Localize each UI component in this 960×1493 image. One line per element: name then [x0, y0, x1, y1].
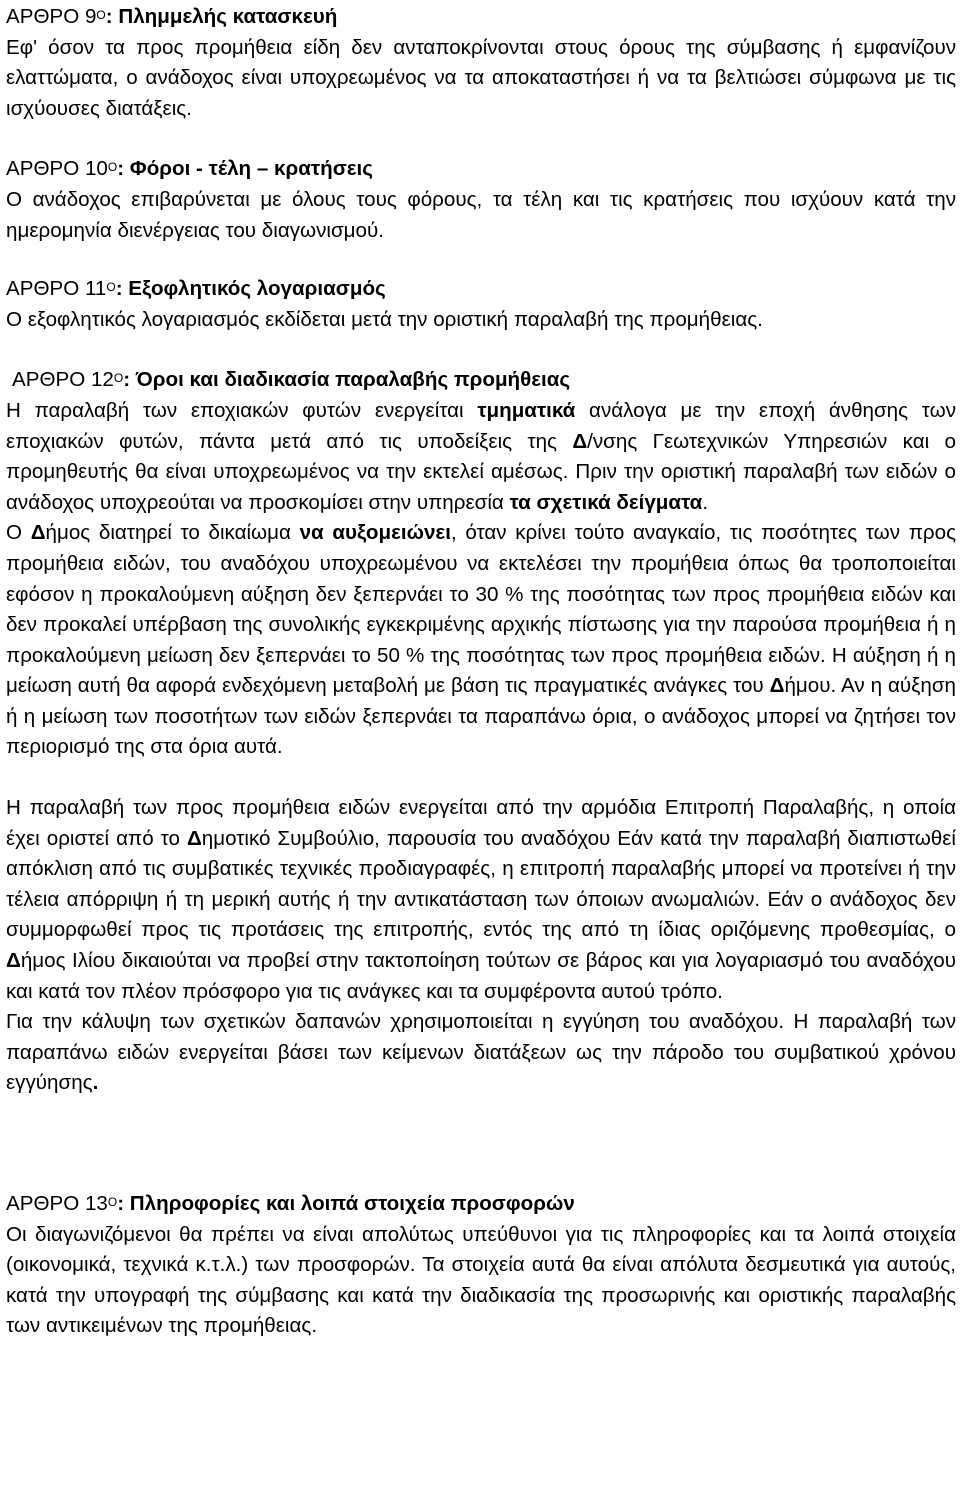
article-9-name: : Πλημμελής κατασκευή	[105, 5, 338, 28]
article-12-title	[6, 365, 956, 396]
bold-text-run: Δ	[186, 826, 202, 850]
text-run: Η παραλαβή των προς προμήθεια ειδών ενεργείται από την αρμόδια Επιτροπή Παραλαβής, η οποία έχει οριστεί από το	[6, 796, 956, 850]
article-12-prefix: ΑΡΘΡΟ 12	[12, 368, 114, 392]
text-run: ημοτικό Συμβούλιο, παρουσία του αναδόχου Εάν κατά την παραλαβή διαπιστωθεί απόκλιση από τις συμβατικές τεχνικές προδιαγραφές, η επιτροπή παραλαβής μπορεί να προτείνει ή την τέλεια απόρριψη ή τη μερική αυτής ή την αντικατάσταση των όποιων ανωμαλιών. Εάν ο ανάδοχος δεν συμμορφωθεί προς τις προτάσεις της επιτροπής, εντός της από τη ίδιας οριζόμενης προθεσμίας, ο	[6, 826, 957, 942]
article-12-sup: Ο	[113, 371, 124, 386]
article-12-paragraph-3	[6, 793, 956, 1007]
article-11-prefix: ΑΡΘΡΟ 11	[6, 277, 107, 301]
article-10-title	[6, 154, 956, 185]
bold-text-run: τμηματικά	[477, 398, 576, 422]
article-13-name: : Πληροφορίες και λοιπά στοιχεία προσφορών	[117, 1192, 575, 1215]
article-10-prefix: ΑΡΘΡΟ 10	[6, 157, 108, 181]
article-12-paragraph-4	[6, 1007, 956, 1099]
text-run: ανάλογα με την εποχή άνθησης των εποχιακών φυτών, πάντα μετά από τις υποδείξεις της	[6, 398, 956, 453]
bold-text-run: Δ	[30, 521, 46, 545]
text-run: ήμος διατηρεί το δικαίωμα	[45, 521, 300, 545]
article-13-prefix: ΑΡΘΡΟ 13	[6, 1192, 108, 1215]
article-11	[6, 274, 956, 335]
article-10-body: Ο ανάδοχος επιβαρύνεται με όλους τους φόρους, τα τέλη και τις κρατήσεις που ισχύουν κατά την ημερομηνία διενέργειας του διαγωνισμού.	[6, 187, 956, 242]
article-12-name: : Όροι και διαδικασία παραλαβής προμήθειας	[123, 368, 571, 392]
article-11-sup: Ο	[106, 280, 116, 295]
article-13-sup: Ο	[107, 1195, 118, 1209]
text-run: Για την κάλυψη των σχετικών δαπανών χρησιμοποιείται η εγγύηση του αναδόχου. Η παραλαβή των παραπάνω ειδών ενεργείται βάσει των κείμενων διατάξεων ως την πάροδο του συμβατικού χρόνου εγγύησης	[6, 1010, 956, 1095]
article-9-body: Εφ' όσον τα προς προμήθεια είδη δεν ανταποκρίνονται στους όρους της σύμβασης ή εμφανίζουν ελαττώματα, ο ανάδοχος είναι υποχρεωμένος να τα αποκαταστήσει ή να τα βελτιώσει σύμφωνα με τις ισχύουσες διατάξεις.	[6, 35, 956, 120]
article-12	[6, 365, 956, 1099]
article-13-body: Οι διαγωνιζόμενοι θα πρέπει να είναι απολύτως υπεύθυνοι για τις πληροφορίες και τα λοιπά στοιχεία (οικονομικά, τεχνικά κ.τ.λ.) των προσφορών. Τα στοιχεία αυτά θα είναι απόλυτα δεσμευτικά για αυτούς, κατά την υπογραφή της σύμβασης και κατά την διαδικασία της προσωρινής και οριστικής παραλαβής των αντικειμένων της προμήθειας.	[6, 1222, 956, 1338]
bold-text-run: Δ	[6, 949, 21, 973]
article-10	[6, 154, 956, 246]
bold-text-run: Δ	[572, 429, 588, 453]
article-9-title	[6, 2, 956, 33]
article-11-body: Ο εξοφλητικός λογαριασμός εκδίδεται μετά την οριστική παραλαβή της προμήθειας.	[6, 307, 763, 331]
bold-text-run: τα σχετικά δείγματα	[509, 490, 703, 514]
article-13	[6, 1189, 956, 1342]
text-run: ήμου. Αν η αύξηση ή η μείωση των ποσοτήτων των ειδών ξεπερνάει τα παραπάνω όρια, ο ανάδοχος μπορεί να ζητήσει τον περιορισμό της στα όρια αυτά.	[6, 674, 956, 759]
text-run: /νσης Γεωτεχνικών Υπηρεσιών και ο προμηθευτής θα είναι υποχρεωμένος να την εκτελεί αμέσως. Πριν την οριστική παραλαβή των ειδών ο ανάδοχος υποχρεούται να προσκομίσει στην υπηρεσία	[6, 429, 956, 514]
article-10-sup: Ο	[107, 160, 118, 175]
article-12-paragraph-1	[6, 396, 956, 518]
text-run: ήμος Ιλίου δικαιούται να προβεί στην τακτοποίηση τούτων σε βάρος και για λογαριασμό του αναδόχου και κατά τον πλέον πρόσφορο για τις ανάγκες και τα συμφέροντα αυτού τρόπο.	[6, 949, 956, 1003]
article-10-name: : Φόροι - τέλη – κρατήσεις	[117, 157, 373, 181]
bold-text-run: .	[92, 1071, 99, 1095]
text-run: .	[702, 490, 709, 514]
article-9	[6, 2, 956, 124]
article-9-prefix: ΑΡΘΡΟ 9	[6, 5, 97, 28]
text-run: , όταν κρίνει τούτο αναγκαίο, τις ποσότητες των προς προμήθεια ειδών, του αναδόχου υποχρεωμένου να εκτελέσει την προμήθεια όπως θα τροποποιείται εφόσον η προκαλούμενη αύξηση δεν ξεπερνάει το 30 % της ποσότητας των προς προμήθεια ειδών και δεν προκαλεί υπέρβαση της συνολικής εγκεκριμένης αρχικής πίστωσης για την παρούσα προμήθεια ή η προκαλούμενη μείωση δεν ξεπερνάει το 50 % της ποσότητας των προς προμήθεια ειδών. Η αύξηση ή η μείωση αυτή θα αφορά ενδεχόμενη μεταβολή με βάση τις πραγματικές ανάγκες του	[6, 521, 956, 698]
text-run: Η παραλαβή των εποχιακών φυτών ενεργείται	[6, 398, 478, 422]
text-run: Ο	[6, 521, 31, 545]
article-13-title	[6, 1189, 956, 1220]
article-12-paragraph-2	[6, 518, 956, 763]
article-11-name: : Εξοφλητικός λογαριασμός	[115, 277, 386, 301]
bold-text-run: Δ	[769, 674, 785, 698]
article-9-sup: Ο	[96, 8, 106, 22]
article-11-title	[6, 274, 956, 305]
bold-text-run: να αυξομειώνει	[299, 521, 451, 545]
